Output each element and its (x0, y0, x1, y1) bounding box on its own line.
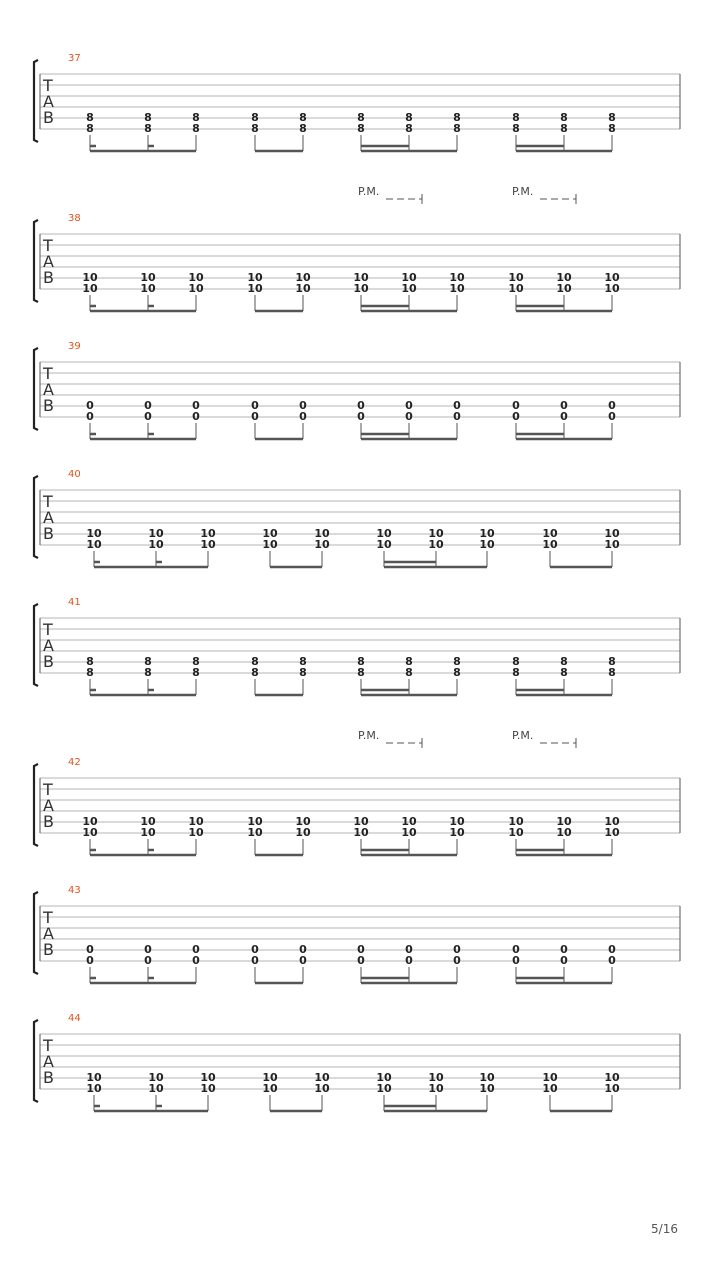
fret-number: 0 (512, 954, 520, 967)
fret-number: 10 (353, 815, 369, 828)
fret-number: 10 (148, 1082, 164, 1095)
fret-number: 0 (192, 410, 200, 423)
fret-number: 10 (353, 282, 369, 295)
fret-number: 10 (314, 527, 330, 540)
fret-number: 8 (251, 666, 259, 679)
fret-number: 10 (449, 282, 465, 295)
fret-number: 10 (353, 826, 369, 839)
fret-number: 8 (299, 666, 307, 679)
fret-number: 8 (144, 111, 152, 124)
fret-number: 8 (251, 111, 259, 124)
fret-number: 10 (188, 282, 204, 295)
measure-number: 44 (68, 1013, 81, 1024)
fret-number: 0 (608, 399, 616, 412)
fret-number: 10 (556, 815, 572, 828)
fret-number: 0 (405, 410, 413, 423)
fret-number: 10 (508, 826, 524, 839)
fret-number: 10 (295, 815, 311, 828)
fret-number: 10 (188, 826, 204, 839)
fret-number: 10 (376, 1082, 392, 1095)
fret-number: 0 (299, 943, 307, 956)
fret-number: 8 (608, 122, 616, 135)
fret-number: 8 (453, 666, 461, 679)
tab-clef-letter: T (43, 780, 53, 799)
tab-clef-letter: B (43, 524, 54, 543)
fret-number: 10 (86, 1082, 102, 1095)
fret-number: 10 (295, 271, 311, 284)
fret-number: 10 (542, 1071, 558, 1084)
staff-system (34, 729, 680, 855)
fret-number: 10 (604, 282, 620, 295)
palm-mute-label: P.M. (358, 185, 380, 198)
fret-number: 8 (144, 666, 152, 679)
fret-number: 10 (140, 282, 156, 295)
fret-number: 0 (144, 399, 152, 412)
fret-number: 10 (247, 282, 263, 295)
system-bracket (34, 476, 38, 558)
tab-clef-letter: B (43, 652, 54, 671)
fret-number: 8 (608, 655, 616, 668)
fret-number: 8 (405, 655, 413, 668)
tab-clef-letter: B (43, 396, 54, 415)
fret-number: 0 (608, 410, 616, 423)
tab-clef-letter: A (43, 796, 54, 815)
fret-number: 10 (604, 826, 620, 839)
fret-number: 10 (401, 271, 417, 284)
fret-number: 0 (144, 943, 152, 956)
fret-number: 8 (251, 122, 259, 135)
fret-number: 8 (357, 122, 365, 135)
tab-clef-letter: T (43, 620, 53, 639)
fret-number: 0 (86, 410, 94, 423)
fret-number: 0 (512, 399, 520, 412)
fret-number: 10 (295, 826, 311, 839)
fret-number: 10 (148, 1071, 164, 1084)
fret-number: 10 (200, 527, 216, 540)
tab-clef-letter: A (43, 508, 54, 527)
fret-number: 10 (376, 527, 392, 540)
fret-number: 10 (82, 271, 98, 284)
staff-system (34, 885, 680, 983)
tab-clef-letter: B (43, 268, 54, 287)
fret-number: 8 (512, 111, 520, 124)
fret-number: 10 (82, 815, 98, 828)
fret-number: 10 (82, 826, 98, 839)
fret-number: 10 (86, 527, 102, 540)
fret-number: 10 (604, 815, 620, 828)
staff-system (34, 185, 680, 311)
system-bracket (34, 220, 38, 302)
page-number: 5/16 (651, 1222, 678, 1236)
fret-number: 8 (144, 122, 152, 135)
staff-system (34, 53, 680, 151)
fret-number: 10 (401, 282, 417, 295)
fret-number: 10 (479, 1071, 495, 1084)
fret-number: 10 (508, 271, 524, 284)
fret-number: 0 (86, 399, 94, 412)
fret-number: 8 (405, 111, 413, 124)
fret-number: 10 (542, 527, 558, 540)
tab-clef-letter: A (43, 252, 54, 271)
system-bracket (34, 1020, 38, 1102)
palm-mute-label: P.M. (512, 729, 534, 742)
fret-number: 0 (560, 954, 568, 967)
fret-number: 10 (200, 538, 216, 551)
fret-number: 8 (512, 122, 520, 135)
fret-number: 8 (560, 122, 568, 135)
system-bracket (34, 60, 38, 142)
fret-number: 0 (405, 399, 413, 412)
fret-number: 0 (299, 410, 307, 423)
fret-number: 0 (357, 954, 365, 967)
fret-number: 10 (148, 527, 164, 540)
fret-number: 0 (512, 410, 520, 423)
fret-number: 10 (401, 826, 417, 839)
fret-number: 10 (188, 815, 204, 828)
fret-number: 8 (86, 122, 94, 135)
fret-number: 10 (604, 527, 620, 540)
fret-number: 10 (556, 282, 572, 295)
palm-mute-label: P.M. (512, 185, 534, 198)
fret-number: 0 (608, 943, 616, 956)
fret-number: 8 (192, 666, 200, 679)
fret-number: 0 (453, 399, 461, 412)
measure-number: 38 (68, 213, 81, 224)
fret-number: 10 (508, 815, 524, 828)
tab-clef-letter: T (43, 236, 53, 255)
system-bracket (34, 604, 38, 686)
fret-number: 0 (192, 954, 200, 967)
fret-number: 10 (86, 1071, 102, 1084)
tab-clef-letter: B (43, 1068, 54, 1087)
fret-number: 10 (428, 1071, 444, 1084)
fret-number: 8 (453, 111, 461, 124)
fret-number: 10 (247, 826, 263, 839)
tab-clef-letter: T (43, 76, 53, 95)
fret-number: 10 (188, 271, 204, 284)
fret-number: 10 (200, 1071, 216, 1084)
measure-number: 39 (68, 341, 81, 352)
fret-number: 10 (556, 826, 572, 839)
fret-number: 10 (262, 1071, 278, 1084)
fret-number: 0 (560, 943, 568, 956)
fret-number: 10 (428, 1082, 444, 1095)
fret-number: 8 (560, 111, 568, 124)
fret-number: 10 (295, 282, 311, 295)
tab-clef-letter: B (43, 108, 54, 127)
fret-number: 8 (560, 666, 568, 679)
fret-number: 8 (144, 655, 152, 668)
staff-system (34, 1013, 680, 1111)
fret-number: 8 (299, 111, 307, 124)
system-bracket (34, 764, 38, 846)
fret-number: 10 (604, 1082, 620, 1095)
fret-number: 0 (251, 954, 259, 967)
measure-number: 40 (68, 469, 81, 480)
fret-number: 10 (82, 282, 98, 295)
fret-number: 0 (512, 943, 520, 956)
fret-number: 10 (376, 538, 392, 551)
fret-number: 10 (428, 538, 444, 551)
fret-number: 8 (608, 111, 616, 124)
fret-number: 0 (299, 399, 307, 412)
fret-number: 0 (251, 410, 259, 423)
fret-number: 0 (144, 410, 152, 423)
fret-number: 8 (357, 666, 365, 679)
fret-number: 8 (299, 655, 307, 668)
fret-number: 8 (192, 122, 200, 135)
fret-number: 10 (140, 815, 156, 828)
fret-number: 10 (314, 1082, 330, 1095)
fret-number: 10 (542, 1082, 558, 1095)
system-bracket (34, 348, 38, 430)
fret-number: 0 (192, 399, 200, 412)
tab-clef-letter: T (43, 364, 53, 383)
fret-number: 8 (453, 655, 461, 668)
fret-number: 10 (556, 271, 572, 284)
fret-number: 8 (512, 655, 520, 668)
fret-number: 0 (453, 410, 461, 423)
measure-number: 41 (68, 597, 81, 608)
tab-clef-letter: A (43, 636, 54, 655)
fret-number: 0 (357, 410, 365, 423)
fret-number: 8 (251, 655, 259, 668)
fret-number: 0 (251, 399, 259, 412)
staff-system (34, 597, 680, 695)
fret-number: 10 (449, 815, 465, 828)
fret-number: 10 (314, 1071, 330, 1084)
fret-number: 10 (604, 1071, 620, 1084)
tab-clef-letter: A (43, 924, 54, 943)
tab-clef-letter: T (43, 908, 53, 927)
measure-number: 42 (68, 757, 81, 768)
tab-clef-letter: B (43, 940, 54, 959)
fret-number: 10 (542, 538, 558, 551)
fret-number: 8 (405, 666, 413, 679)
fret-number: 0 (560, 399, 568, 412)
fret-number: 10 (262, 527, 278, 540)
fret-number: 8 (86, 655, 94, 668)
staff-system (34, 341, 680, 439)
fret-number: 0 (560, 410, 568, 423)
fret-number: 10 (247, 271, 263, 284)
tab-clef-letter: T (43, 492, 53, 511)
fret-number: 0 (299, 954, 307, 967)
fret-number: 8 (357, 655, 365, 668)
fret-number: 10 (479, 1082, 495, 1095)
fret-number: 8 (192, 111, 200, 124)
fret-number: 10 (262, 1082, 278, 1095)
fret-number: 0 (86, 943, 94, 956)
fret-number: 8 (86, 111, 94, 124)
fret-number: 8 (86, 666, 94, 679)
fret-number: 10 (376, 1071, 392, 1084)
measure-number: 37 (68, 53, 81, 64)
fret-number: 0 (405, 943, 413, 956)
fret-number: 8 (357, 111, 365, 124)
tab-clef-letter: B (43, 812, 54, 831)
fret-number: 10 (353, 271, 369, 284)
fret-number: 10 (479, 527, 495, 540)
fret-number: 0 (405, 954, 413, 967)
fret-number: 10 (428, 527, 444, 540)
system-bracket (34, 892, 38, 974)
fret-number: 10 (401, 815, 417, 828)
fret-number: 8 (608, 666, 616, 679)
fret-number: 0 (608, 954, 616, 967)
palm-mute-label: P.M. (358, 729, 380, 742)
fret-number: 0 (357, 399, 365, 412)
tab-clef-letter: A (43, 380, 54, 399)
fret-number: 10 (604, 538, 620, 551)
fret-number: 10 (604, 271, 620, 284)
fret-number: 0 (144, 954, 152, 967)
fret-number: 10 (148, 538, 164, 551)
fret-number: 10 (449, 271, 465, 284)
fret-number: 8 (560, 655, 568, 668)
fret-number: 0 (453, 943, 461, 956)
tab-clef-letter: A (43, 1052, 54, 1071)
fret-number: 10 (86, 538, 102, 551)
fret-number: 10 (200, 1082, 216, 1095)
fret-number: 8 (405, 122, 413, 135)
fret-number: 0 (357, 943, 365, 956)
measure-number: 43 (68, 885, 81, 896)
tab-clef-letter: A (43, 92, 54, 111)
fret-number: 10 (449, 826, 465, 839)
staff-system (34, 469, 680, 567)
fret-number: 10 (508, 282, 524, 295)
fret-number: 10 (140, 271, 156, 284)
fret-number: 0 (192, 943, 200, 956)
fret-number: 8 (512, 666, 520, 679)
fret-number: 10 (247, 815, 263, 828)
tab-clef-letter: T (43, 1036, 53, 1055)
fret-number: 10 (262, 538, 278, 551)
fret-number: 0 (86, 954, 94, 967)
fret-number: 10 (479, 538, 495, 551)
fret-number: 0 (453, 954, 461, 967)
fret-number: 10 (314, 538, 330, 551)
fret-number: 8 (192, 655, 200, 668)
fret-number: 0 (251, 943, 259, 956)
fret-number: 10 (140, 826, 156, 839)
fret-number: 8 (453, 122, 461, 135)
fret-number: 8 (299, 122, 307, 135)
